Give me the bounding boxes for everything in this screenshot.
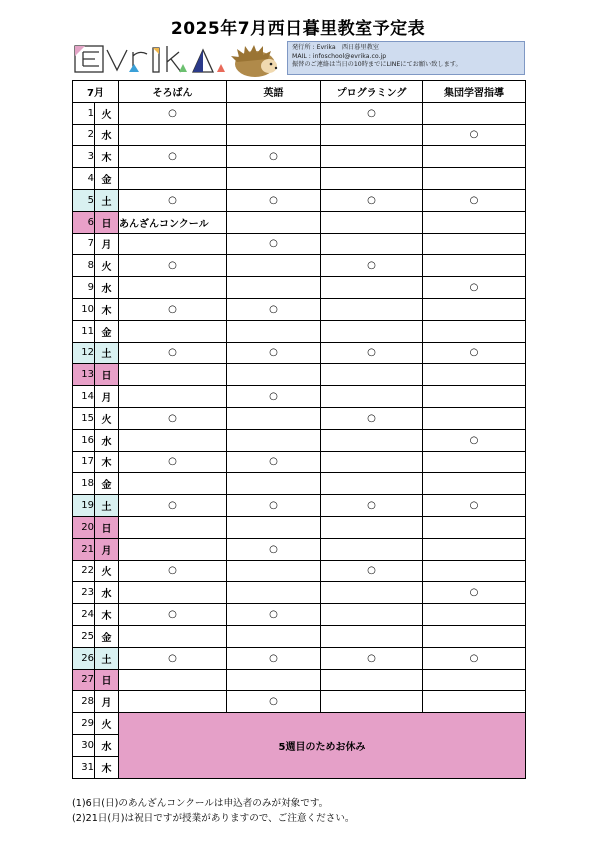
day-number: 19	[73, 495, 95, 517]
cell-group-study	[423, 298, 526, 320]
cell-group-study	[423, 168, 526, 190]
cell-group-study	[423, 625, 526, 647]
cell-programming	[321, 233, 423, 255]
cell-english: ○	[227, 495, 321, 517]
cell-group-study	[423, 538, 526, 560]
weekday: 火	[95, 407, 119, 429]
cell-soroban: ○	[119, 451, 227, 473]
day-number: 10	[73, 298, 95, 320]
weekday: 水	[95, 429, 119, 451]
cell-programming	[321, 168, 423, 190]
cell-soroban	[119, 364, 227, 386]
evrika-logo	[73, 42, 281, 78]
cell-programming	[321, 364, 423, 386]
cell-programming	[321, 516, 423, 538]
info-mail: MAIL : infoschool@evrika.co.jp	[292, 52, 387, 60]
cell-soroban	[119, 277, 227, 299]
cell-english	[227, 124, 321, 146]
day-number: 24	[73, 604, 95, 626]
day-number: 15	[73, 407, 95, 429]
cell-programming: ○	[321, 342, 423, 364]
cell-programming	[321, 429, 423, 451]
weekday: 火	[95, 102, 119, 124]
cell-english	[227, 364, 321, 386]
cell-soroban	[119, 473, 227, 495]
cell-english	[227, 473, 321, 495]
table-row	[73, 625, 526, 647]
cell-group-study: ○	[423, 277, 526, 299]
table-header-row	[73, 81, 526, 103]
footnotes	[72, 796, 355, 826]
cell-group-study: ○	[423, 429, 526, 451]
day-number: 1	[73, 102, 95, 124]
cell-programming	[321, 625, 423, 647]
cell-soroban	[119, 538, 227, 560]
day-number: 22	[73, 560, 95, 582]
cell-group-study: ○	[423, 342, 526, 364]
day-number: 11	[73, 320, 95, 342]
weekday: 月	[95, 538, 119, 560]
header-soroban: そろばん	[119, 81, 227, 103]
weekday: 木	[95, 604, 119, 626]
cell-programming: ○	[321, 647, 423, 669]
day-number: 3	[73, 146, 95, 168]
cell-english	[227, 560, 321, 582]
weekday: 金	[95, 625, 119, 647]
header-english: 英語	[227, 81, 321, 103]
weekday: 日	[95, 364, 119, 386]
table-row	[73, 691, 526, 713]
cell-soroban	[119, 516, 227, 538]
table-row	[73, 604, 526, 626]
day-number: 17	[73, 451, 95, 473]
cell-programming	[321, 604, 423, 626]
cell-english: ○	[227, 386, 321, 408]
table-row	[73, 582, 526, 604]
table-row	[73, 146, 526, 168]
cell-programming	[321, 473, 423, 495]
cell-programming: ○	[321, 495, 423, 517]
table-row	[73, 124, 526, 146]
cell-group-study	[423, 364, 526, 386]
cell-english	[227, 211, 321, 233]
day-number: 4	[73, 168, 95, 190]
cell-english: ○	[227, 538, 321, 560]
cell-soroban	[119, 233, 227, 255]
cell-group-study: ○	[423, 582, 526, 604]
day-number: 6	[73, 211, 95, 233]
table-row	[73, 168, 526, 190]
cell-soroban	[119, 168, 227, 190]
table-row	[73, 298, 526, 320]
cell-english: ○	[227, 233, 321, 255]
cell-english	[227, 625, 321, 647]
cell-group-study	[423, 233, 526, 255]
weekday: 火	[95, 255, 119, 277]
cell-programming	[321, 211, 423, 233]
day-number: 26	[73, 647, 95, 669]
cell-soroban	[119, 320, 227, 342]
cell-group-study	[423, 604, 526, 626]
cell-group-study	[423, 669, 526, 691]
cell-programming: ○	[321, 189, 423, 211]
table-row	[73, 560, 526, 582]
header-group-study: 集団学習指導	[423, 81, 526, 103]
cell-soroban: ○	[119, 407, 227, 429]
cell-programming	[321, 298, 423, 320]
table-row	[73, 407, 526, 429]
cell-programming: ○	[321, 102, 423, 124]
cell-programming: ○	[321, 560, 423, 582]
table-row	[73, 320, 526, 342]
day-number: 7	[73, 233, 95, 255]
cell-programming	[321, 124, 423, 146]
weekday: 金	[95, 320, 119, 342]
cell-english: ○	[227, 298, 321, 320]
cell-group-study	[423, 516, 526, 538]
cell-group-study	[423, 407, 526, 429]
day-number: 8	[73, 255, 95, 277]
table-row	[73, 429, 526, 451]
day-number: 30	[73, 734, 95, 756]
day-number: 23	[73, 582, 95, 604]
cell-group-study	[423, 691, 526, 713]
table-row	[73, 647, 526, 669]
cell-soroban	[119, 124, 227, 146]
table-row	[73, 669, 526, 691]
cell-english	[227, 320, 321, 342]
cell-group-study	[423, 211, 526, 233]
cell-soroban: ○	[119, 604, 227, 626]
cell-soroban	[119, 582, 227, 604]
cell-english: ○	[227, 146, 321, 168]
weekday: 日	[95, 516, 119, 538]
page-title: 2025年7月西日暮里教室予定表	[170, 19, 426, 39]
cell-group-study	[423, 473, 526, 495]
table-row	[73, 255, 526, 277]
cell-english: ○	[227, 342, 321, 364]
event-note: あんざんコンクール	[119, 211, 227, 233]
cell-soroban	[119, 429, 227, 451]
info-box	[287, 41, 525, 75]
weekday: 木	[95, 451, 119, 473]
weekday: 水	[95, 734, 119, 756]
cell-english	[227, 277, 321, 299]
cell-soroban: ○	[119, 495, 227, 517]
weekday: 水	[95, 277, 119, 299]
table-row	[73, 451, 526, 473]
cell-programming: ○	[321, 255, 423, 277]
cell-english	[227, 669, 321, 691]
info-publisher: 発行所 : Evrika 西日暮里教室	[292, 44, 379, 51]
weekday: 金	[95, 168, 119, 190]
cell-soroban: ○	[119, 298, 227, 320]
holiday-block: 5週目のためお休み	[119, 713, 526, 778]
cell-soroban: ○	[119, 255, 227, 277]
weekday: 土	[95, 495, 119, 517]
table-row	[73, 516, 526, 538]
weekday: 金	[95, 473, 119, 495]
cell-soroban: ○	[119, 102, 227, 124]
weekday: 木	[95, 298, 119, 320]
cell-english	[227, 407, 321, 429]
schedule-table	[72, 80, 526, 779]
info-notice: 振替のご連絡は当日の10時までにLINEにてお願い致します。	[292, 61, 462, 69]
day-number: 25	[73, 625, 95, 647]
cell-english	[227, 582, 321, 604]
day-number: 18	[73, 473, 95, 495]
cell-english	[227, 168, 321, 190]
weekday: 水	[95, 124, 119, 146]
day-number: 14	[73, 386, 95, 408]
cell-soroban: ○	[119, 560, 227, 582]
cell-group-study	[423, 386, 526, 408]
cell-programming	[321, 320, 423, 342]
table-row	[73, 342, 526, 364]
cell-programming	[321, 277, 423, 299]
table-row	[73, 473, 526, 495]
cell-programming: ○	[321, 407, 423, 429]
cell-english: ○	[227, 604, 321, 626]
cell-group-study: ○	[423, 495, 526, 517]
weekday: 日	[95, 669, 119, 691]
cell-programming	[321, 582, 423, 604]
weekday: 土	[95, 189, 119, 211]
cell-programming	[321, 146, 423, 168]
weekday: 火	[95, 713, 119, 735]
weekday: 土	[95, 342, 119, 364]
cell-soroban: ○	[119, 146, 227, 168]
weekday: 木	[95, 146, 119, 168]
table-row	[73, 277, 526, 299]
cell-english: ○	[227, 451, 321, 473]
cell-soroban	[119, 669, 227, 691]
cell-english: ○	[227, 189, 321, 211]
day-number: 13	[73, 364, 95, 386]
cell-group-study	[423, 451, 526, 473]
weekday: 木	[95, 756, 119, 778]
cell-group-study	[423, 146, 526, 168]
cell-programming	[321, 538, 423, 560]
table-row	[73, 386, 526, 408]
cell-english	[227, 516, 321, 538]
day-number: 9	[73, 277, 95, 299]
day-number: 16	[73, 429, 95, 451]
footnote-1: (1)6日(日)のあんざんコンクールは申込者のみが対象です。	[72, 798, 329, 809]
cell-group-study	[423, 255, 526, 277]
day-number: 31	[73, 756, 95, 778]
cell-english	[227, 255, 321, 277]
day-number: 2	[73, 124, 95, 146]
weekday: 火	[95, 560, 119, 582]
footnote-2: (2)21日(月)は祝日ですが授業がありますので、ご注意ください。	[72, 813, 355, 824]
cell-english	[227, 102, 321, 124]
cell-programming	[321, 691, 423, 713]
day-number: 21	[73, 538, 95, 560]
table-body	[73, 102, 526, 778]
day-number: 29	[73, 713, 95, 735]
table-row	[73, 495, 526, 517]
table-row	[73, 189, 526, 211]
day-number: 12	[73, 342, 95, 364]
weekday: 水	[95, 582, 119, 604]
cell-soroban: ○	[119, 647, 227, 669]
day-number: 5	[73, 189, 95, 211]
weekday: 月	[95, 386, 119, 408]
day-number: 27	[73, 669, 95, 691]
table-row	[73, 211, 526, 233]
hedgehog-icon	[231, 45, 277, 77]
table-row	[73, 233, 526, 255]
day-number: 20	[73, 516, 95, 538]
cell-group-study: ○	[423, 647, 526, 669]
cell-group-study	[423, 102, 526, 124]
weekday: 日	[95, 211, 119, 233]
logo-graphic	[73, 42, 281, 78]
cell-group-study: ○	[423, 189, 526, 211]
weekday: 月	[95, 691, 119, 713]
day-number: 28	[73, 691, 95, 713]
cell-english: ○	[227, 691, 321, 713]
cell-soroban	[119, 691, 227, 713]
weekday: 月	[95, 233, 119, 255]
table-row	[73, 538, 526, 560]
cell-english: ○	[227, 647, 321, 669]
header-programming: プログラミング	[321, 81, 423, 103]
cell-programming	[321, 451, 423, 473]
cell-soroban: ○	[119, 342, 227, 364]
cell-programming	[321, 386, 423, 408]
cell-soroban	[119, 386, 227, 408]
cell-soroban	[119, 625, 227, 647]
header-month: 7月	[73, 81, 119, 103]
cell-group-study: ○	[423, 124, 526, 146]
cell-soroban: ○	[119, 189, 227, 211]
table-row	[73, 102, 526, 124]
cell-group-study	[423, 320, 526, 342]
weekday: 土	[95, 647, 119, 669]
cell-group-study	[423, 560, 526, 582]
table-row	[73, 364, 526, 386]
table-row	[73, 713, 526, 735]
cell-english	[227, 429, 321, 451]
cell-programming	[321, 669, 423, 691]
